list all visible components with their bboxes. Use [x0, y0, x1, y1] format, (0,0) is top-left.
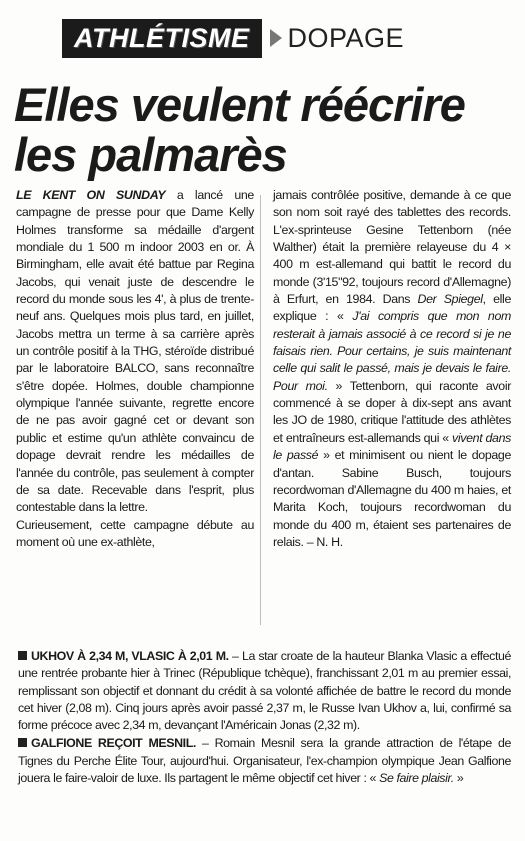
article-text: » et minimisent ou nient le dopage d'antan. Sabine Busch, toujours recordwoman d'Allemagne du 400 m haies, et Marita Koch, toujours recordwoman du monde du 400 m, étaient ses partenaires de relais. – N. H.: [273, 448, 511, 549]
article-body: [16, 187, 511, 629]
section-header: [62, 20, 404, 56]
article-column-right: [263, 187, 511, 629]
headline: [14, 80, 514, 180]
article-text: Curieusement, cette campagne débute au moment où une ex-athlète,: [16, 517, 254, 549]
section-label: DOPAGE: [287, 22, 405, 53]
brief-text: »: [453, 771, 464, 786]
news-briefs: [18, 648, 511, 788]
article-text: a lancé une campagne de presse pour que Dame Kelly Holmes transforme sa médaille d'argent mondiale du 1 500 m indoor 2003 en or. À Birmingham, elle avait été battue par Regina Jacobs, qui venait juste de descendre le record du monde sous les 4', à plus de trente-neuf ans. Quelques mois plus tard, en juillet, Jacobs mettra un terme à sa carrière après un contrôle positif à la THG, stéroïde distribué par le laboratoire BALCO, sans reconnaître s'être dopée. Holmes, double championne olympique l'année suivante, regrette encore de ne pas avoir gagné cet or devant son public et estime qu'un athlète convaincu de dopage devrait rendre les médailles de l'année du contrôle, pas seulement à compter de sa date. Recevable dans l'esprit, plus contestable dans la lettre.: [16, 188, 254, 515]
brief-text: – Romain Mesnil sera la grande attraction de l'étape de Tignes du Perche Élite Tour, aujourd'hui. Organisateur, l'ex-champion olympique Jean Galfione jouera le faire-valoir de luxe. Ils partagent le même objectif cet hiver : «: [18, 736, 511, 786]
article-text: » Tettenborn, qui raconte avoir commencé à se doper à dix-sept ans avant les JO de 1980, critique l'attitude des athlètes et entraîneurs est-allemands qui «: [273, 378, 511, 445]
brief-title: GALFIONE REÇOIT MESNIL.: [31, 736, 196, 751]
brief-item: [18, 735, 511, 787]
rubric-label: ATHLÉTISME: [62, 19, 262, 58]
headline-line-2: les palmarès: [14, 128, 287, 181]
square-bullet-icon: [18, 651, 27, 660]
source-name: LE KENT ON SUNDAY: [16, 188, 166, 202]
brief-title: UKHOV À 2,34 M, VLASIC À 2,01 M.: [31, 649, 229, 663]
triangle-arrow-icon: [270, 29, 282, 47]
article-column-left: [16, 187, 254, 629]
article-text: jamais contrôlée positive, demande à ce que son nom soit rayé des tablettes des records. L'ex-sprinteuse Gesine Tettenborn (née Walther) était la première relayeuse du 4 × 400 m est-allemand qui battit le record du monde (3'15"92, toujours record d'Allemagne) à Erfurt, en 1984. Dans: [273, 188, 511, 307]
article-paragraph: [273, 187, 511, 551]
article-text: , elle explique : «: [273, 292, 511, 324]
quote: Se faire plaisir.: [379, 771, 454, 786]
article-paragraph: [16, 517, 254, 552]
publication-name: Der Spiegel: [417, 292, 483, 307]
article-paragraph: [16, 187, 254, 517]
brief-item: [18, 648, 511, 734]
quote: vivent dans le passé: [273, 430, 511, 463]
quote: J'ai compris que mon nom resterait à jamais associé à ce record si je ne faisais rien. Pour certains, je suis maintenant celle qui salit le passé, mais je devais le faire. Pour moi.: [273, 309, 511, 393]
brief-text: – La star croate de la hauteur Blanka Vlasic a effectué une rentrée probante hier à Trinec (République tchèque), franchissant 2,01 m au premier essai, remplissant son objectif et donnant du crédit à sa volonté affichée de battre le record du monde cet hiver (2,08 m). Cinq jours après avoir passé 2,37 m, le Russe Ivan Ukhov a, lui, confirmé sa forme précoce avec 2,34 m, devançant l'Américain Jonas (2,32 m).: [18, 649, 511, 733]
square-bullet-icon: [18, 738, 27, 747]
headline-line-1: Elles veulent réécrire: [14, 78, 465, 131]
